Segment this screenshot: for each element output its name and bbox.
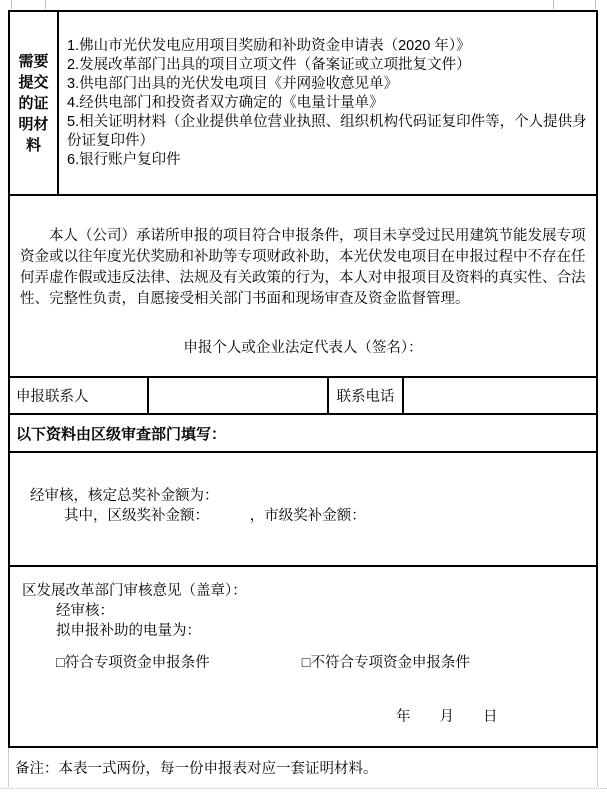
label-line: 料: [25, 136, 41, 154]
declaration-paragraph: 本人（公司）承诺所申报的项目符合申报条件，项目未享受过民用建筑节能发展专项资金或以往年度光伏奖励和补助等专项财政补助，本光伏发电项目在申报过程中不存在任何弄虚作假或违反法律、法规及有关政策的行为，本人对申报项目及资料的真实性、合法性、完整性负责，自愿接受相关部门书面和现场审查及资金监督管理。: [20, 228, 586, 307]
material-item-2: 2.发展改革部门出具的项目立项文件（备案证或立项批复文件）: [67, 56, 471, 73]
page-boundary-line: [0, 788, 607, 789]
district-amount-label: 其中，区级奖补金额：: [64, 508, 202, 524]
contact-phone-field[interactable]: [404, 378, 596, 413]
footer-note-row: [8, 748, 598, 787]
page-boundary-tick: [553, 0, 554, 9]
material-item-6: 6.银行账户复印件: [67, 151, 181, 168]
signature-label: 申报个人或企业法定代表人（签名）：: [183, 340, 423, 356]
declaration-row: [10, 196, 596, 378]
eligibility-checkbox-row: [22, 653, 586, 673]
contact-phone-label: 联系电话: [329, 378, 404, 413]
city-amount-label: ，市级奖补金额：: [249, 508, 366, 524]
approval-opinion-row: [10, 567, 596, 746]
footer-note: 备注：本表一式两份，每一份申报表对应一套证明材料。: [15, 761, 378, 777]
contact-row: [10, 378, 596, 415]
contact-name-field[interactable]: [149, 378, 329, 413]
contact-name-label: 申报联系人: [10, 378, 149, 413]
material-item-3: 3.供电部门出具的光伏发电项目《并网验收意见单》: [67, 75, 399, 92]
district-review-header: 以下资料由区级审查部门填写：: [10, 415, 596, 453]
date-line: 年 月 日: [396, 709, 498, 725]
total-amount-line: 经审核，核定总奖补金额为：: [30, 488, 219, 504]
label-line: 需要: [18, 52, 49, 70]
subsidy-amounts-row: [10, 453, 596, 567]
page-boundary-tick: [45, 0, 46, 9]
label-line: 提交: [18, 73, 49, 91]
approval-reviewed-line: 经审核：: [56, 603, 114, 619]
material-item-5: 5.相关证明材料（企业提供单位营业执照、组织机构代码证复印件等，个人提供身份证复印件）: [67, 113, 587, 149]
required-materials-row: [10, 12, 596, 196]
material-item-1: 1.佛山市光伏发电应用项目奖励和补助资金申请表（2020 年）》: [67, 37, 471, 54]
application-form-table: [8, 10, 598, 748]
label-line: 明材: [18, 115, 49, 133]
approval-electricity-line: 拟申报补助的电量为：: [56, 623, 201, 639]
approval-title: 区发展改革部门审核意见（盖章）：: [22, 583, 247, 599]
checkbox-not-eligible[interactable]: □不符合专项资金申报条件: [301, 655, 471, 671]
material-item-4: 4.经供电部门和投资者双方确定的《电量计量单》: [67, 94, 384, 111]
page-boundary-tick: [595, 0, 596, 9]
page-boundary-tick: [11, 0, 12, 9]
checkbox-eligible[interactable]: □符合专项资金申报条件: [56, 655, 210, 671]
required-materials-list: [59, 12, 596, 194]
label-line: 的证: [18, 94, 49, 112]
split-amount-line: [10, 506, 596, 526]
required-materials-label: [10, 12, 59, 194]
